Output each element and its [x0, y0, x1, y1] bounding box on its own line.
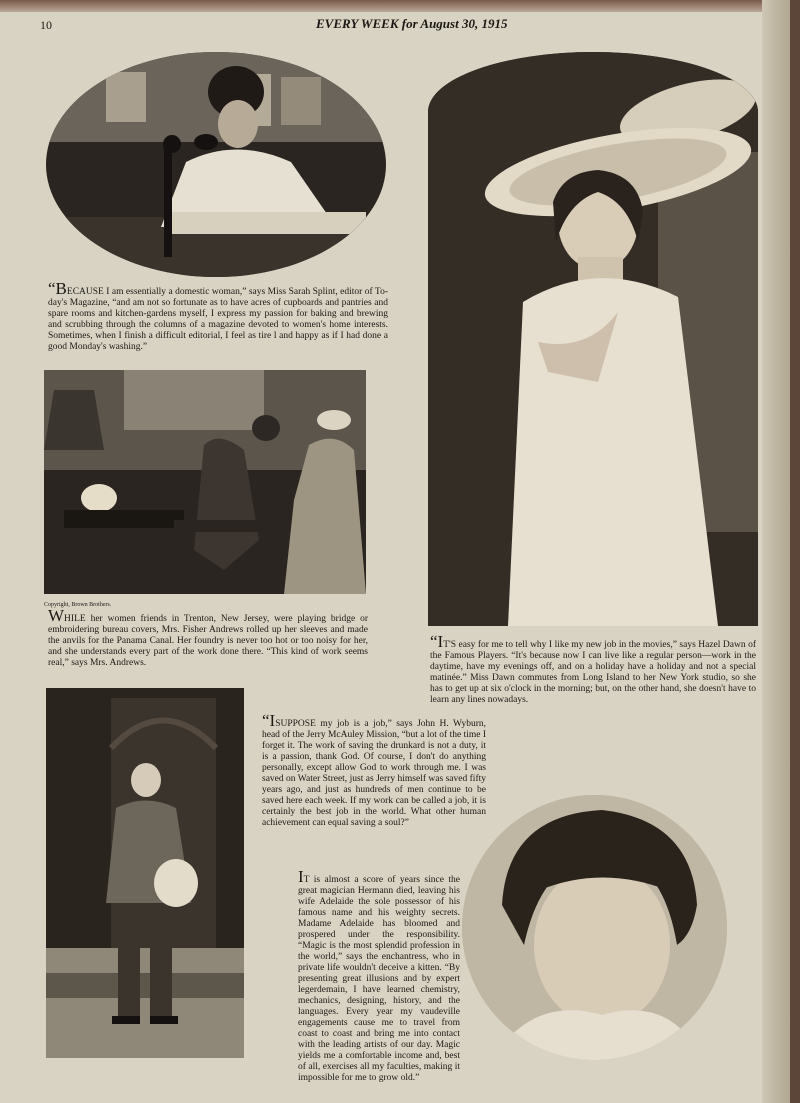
andrews-article [48, 606, 368, 669]
woman-in-hat-photo [428, 52, 758, 626]
wyburn-article [262, 711, 486, 829]
hermann-dropcap: I [298, 867, 304, 886]
wyburn-dropcap: “I [262, 711, 276, 730]
wyburn-text: SUPPOSE my job is a job,” says John H. Wyburn, head of the Jerry McAuley Mission, “but a lot of the time I forget it. The work of saving the drunkard is not a duty, it is a passion, thank God. Of course, I don't do anything personally, except allow God to work through me. I was saved on Water Street, just as Jerry himself was saved fifty years ago, and just as hundreds of men continue to be saved here each week. If my work can be called a job, it is certainly the best job in the world. What other human achievement can equal saving a soul?” [262, 719, 486, 828]
dawn-text: T'S easy for me to tell why I like my new job in the movies,” says Hazel Dawn of the Famous Players. “It's because now I can live like a regular person—work in the daytime, have my evenings off, and on a holiday have a holiday and not a special matinée.” Miss Dawn commutes from Long Island to her New York studio, so she has to get up at six o'clock in the morning; but, on the other hand, she doesn't have to learn any lines nowadays. [430, 640, 756, 705]
dawn-article [430, 632, 756, 706]
binding-spine [790, 0, 800, 1103]
running-title: EVERY WEEK for August 30, 1915 [316, 16, 508, 31]
woman-portrait-photo [462, 795, 727, 1060]
splint-article [48, 279, 388, 353]
page-top-edge [0, 0, 800, 12]
hermann-article [298, 867, 460, 1084]
andrews-text: HILE her women friends in Trenton, New Jersey, were playing bridge or embroidering bureau covers, Mrs. Fisher Andrews rolled up her sleeves and made the anvils for the Panama Canal. Her foundry is never too hot or too noisy for her, and she understands every part of the work done there. “This kind of work seems real,” says Mrs. Andrews. [48, 614, 368, 668]
man-in-doorway-photo [46, 688, 244, 1058]
woman-telephone-photo [46, 52, 386, 277]
hermann-text: T is almost a score of years since the great magician Hermann died, leaving his wife Adelaide the sole possessor of his famous name and his weighty secrets. Madame Adelaide has bloomed and prospered under the responsibility. “Magic is the most splendid profession in the world,” says the enchantress, who in private life wouldn't deceive a kitten. “By presenting great illusions and by expert legerdemain, I have learned chemistry, mechanics, designing, history, and the languages. Every year my vaudeville engagements cause me to travel from coast to coast and bring me into contact with the leading artists of our day. Magic yields me a comfortable income and, best of all, exercises all my faculties, making it impossible for me to grow old.” [298, 875, 460, 1083]
page-number: 10 [40, 18, 52, 32]
andrews-dropcap: W [48, 606, 65, 625]
dawn-dropcap: “I [430, 632, 444, 651]
splint-text: ECAUSE I am essentially a domestic woman,” says Miss Sarah Splint, editor of To-day's Magazine, “and am not so fortunate as to have acres of cupboards and pantries and spare rooms and kitchen-gardens myself, I express my passion for baking and brewing and scrubbing through the columns of a magazine devoted to women's home interests. Sometimes, when I finish a difficult editorial, I feel as tire l and happy as if I had done a good Monday's washing.” [48, 287, 388, 352]
foundry-photo [44, 370, 366, 594]
photo-credit: Copyright, Brown Brothers. [44, 602, 112, 608]
splint-dropcap: “B [48, 279, 67, 298]
